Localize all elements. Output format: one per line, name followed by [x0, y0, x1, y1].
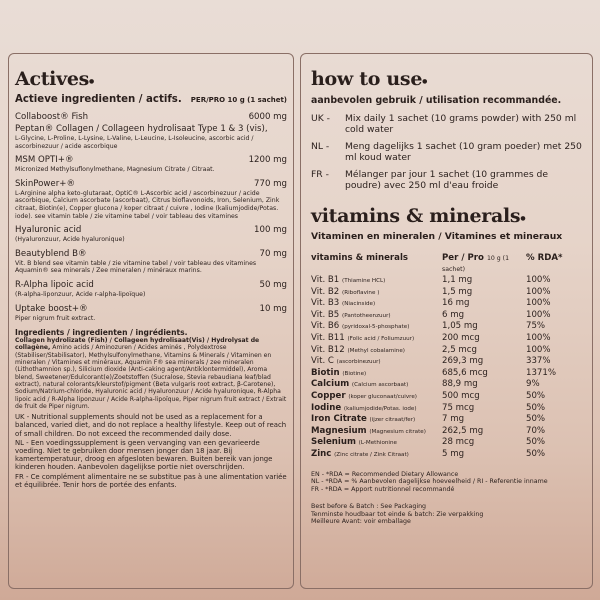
vitamin-name: Vit. B1: [311, 275, 340, 285]
active-item-row: [15, 112, 287, 123]
vitamin-note: (Riboflavine ): [342, 289, 380, 296]
active-item-value: 770 mg: [254, 178, 287, 189]
vitamins-table-body: [311, 275, 586, 461]
active-item-row: [15, 225, 287, 236]
vitamin-note: (kaliumjodide/Potas. iode): [343, 405, 417, 412]
usage-text: Mélanger par jour 1 sachet (10 grammes de poudre) avec 250 ml d'eau froide: [345, 169, 549, 191]
active-item-desc: L-Glycine, L-Proline, L-Lysine, L-Valine, L-Leucine, L-Isoleucine, ascorbic acid / ascorbinezuur / acide ascorbique: [15, 135, 254, 150]
vitamin-amount: 269,3 mg: [442, 356, 484, 367]
vitamin-name-cell: [311, 437, 442, 449]
vitamin-amount: 7 mg: [442, 414, 465, 425]
vitamin-name-cell: [311, 414, 442, 426]
vitamin-name: Vit. B12: [311, 344, 345, 355]
usage-instruction: [311, 113, 586, 135]
vitamin-name-cell: [311, 275, 442, 287]
active-item-value: 6000 mg: [248, 112, 287, 122]
vitamin-name-cell: [311, 356, 442, 368]
vitamin-name: Copper: [311, 390, 346, 401]
active-item-row: [15, 155, 287, 166]
vitamin-name: Calcium: [311, 379, 350, 390]
usage-instruction: [311, 141, 586, 163]
actives-section: [15, 68, 287, 489]
vitamin-name: Magnesium: [311, 425, 367, 436]
vitamin-rda: 50%: [526, 402, 546, 413]
vitamin-name: Vit. B6: [311, 321, 340, 332]
rda-note-nl: NL - *RDA = % Aanbevolen dagelijkse hoeveelheid / RI - Referentie inname: [311, 478, 548, 486]
rda-notes: [311, 471, 586, 494]
vitamin-row: [311, 391, 586, 403]
active-item-name: SkinPower+®: [15, 178, 76, 189]
vitamin-name: Vit. B2: [311, 286, 340, 297]
vitamin-note: (Pantotheenzuur): [342, 312, 391, 319]
vitamin-name-cell: [311, 321, 442, 333]
active-item-desc: Vit. B blend see vitamin table / zie vitamine tabel / voir tableau des vitamines Aquamin® sea minerals / Zee mineralen / minéraux marins.: [15, 259, 257, 275]
active-item: [15, 304, 287, 323]
vitamin-row: [311, 345, 586, 357]
vitamin-name: Vit. C: [311, 356, 334, 367]
ingredients-text: Collagen hydrolizate (Fish) / Collageen hydrolisaat(Vis) / Hydrolysat de collagène, Amino acids / Aminozuren / Acides aminés , Polydextrose (Stabiliser/Stabilisator), Methylsulfonylmethane, Vitamins & Minerals / Vitaminen en mineralen / Vitamines et minéraux, Aquamin F® sea minerals / zee mineralen (Lithothamnion sp.), Silicium dioxide (Anti-caking agent/Antiklontermiddel), Aroma blend, Sweetener/Edulcorant(e)/Zoetstoffen (Sucralose, Stevia rebaudiana leaf/blad extract), natural colorants/kleurstof/pigment (Beta vulgaris root extract, β-Carotene), Sodium/Natrium-chloride, Hyaluronic acid / Hyaluronzuur / Acide hyaluronique, R-Alpha lipoic acid / R-Alpha liponzuur / Acide R-alpha-lipoïque, Piper nigrum fruit extract / Extrait de fruit de Piper nigrum.: [15, 337, 287, 410]
vitamin-amount: 88,9 mg: [442, 379, 478, 390]
vitamin-rda: 70%: [526, 425, 546, 436]
vitamin-amount: 1,1 mg: [442, 275, 473, 285]
batch-info: [311, 503, 586, 526]
active-item-value: 10 mg: [259, 303, 287, 314]
vitamin-row: [311, 287, 586, 299]
vitamin-rda: 100%: [526, 286, 551, 297]
vitamin-name-cell: [311, 298, 442, 310]
usage-lang: FR -: [311, 169, 329, 180]
warning-nl: NL - Een voedingssupplement is geen vervanging van een gevarieerde voeding. Niet te gebruiken door mensen jonger dan 18 jaar. Bij kamertemperatuur, droog en afgesloten bewaren. Buiten bereik van jonge kinderen houden. Aanbevolen dagelijkse portie niet overschrijden.: [15, 438, 273, 472]
vitamin-row: [311, 356, 586, 368]
active-item: [15, 225, 287, 244]
vitamin-name: Biotin: [311, 367, 340, 378]
active-item: [15, 155, 287, 174]
active-item-row: [15, 124, 287, 135]
vitamin-rda: 100%: [526, 332, 551, 343]
active-item-row: [15, 304, 287, 315]
vitamin-name-cell: [311, 391, 442, 403]
active-item-value: 100 mg: [254, 225, 287, 236]
vitamin-row: [311, 403, 586, 415]
vitamin-note: (Calcium ascorbaat): [351, 382, 409, 389]
vitamin-name-cell: [311, 333, 442, 345]
vitamin-row: [311, 414, 586, 426]
vitamin-name-cell: [311, 449, 442, 461]
active-item-value: 70 mg: [259, 248, 287, 259]
usage-lang: UK -: [311, 113, 330, 124]
how-to-use-list: [311, 113, 586, 191]
active-item: [15, 179, 287, 220]
batch-nl: Tenminste houdbaar tot einde & batch: Zie verpakking: [311, 510, 484, 518]
active-item-row: [15, 249, 287, 260]
vitamin-amount: 1,05 mg: [442, 321, 478, 332]
vitamin-name: Iodine: [311, 402, 342, 413]
vitamins-subtitle: Vitaminen en mineralen / Vitamines et mineraux: [311, 231, 563, 242]
vitamin-note: (ascorbinezuur): [336, 359, 381, 366]
vitamin-amount: 6 mg: [442, 309, 465, 320]
active-item-row: [15, 280, 287, 291]
vitamin-name-cell: [311, 310, 442, 322]
actives-subtitle-row: [15, 93, 287, 107]
vitamin-name-cell: [311, 379, 442, 391]
active-item-desc: Piper nigrum fruit extract.: [15, 314, 96, 322]
active-item-value: 1200 mg: [248, 155, 287, 166]
active-item-name: Beautyblend B®: [15, 248, 87, 259]
vitamin-rda: 100%: [526, 344, 551, 355]
usage-text: Meng dagelijks 1 sachet (10 gram poeder) met 250 ml koud water: [345, 141, 582, 163]
vitamin-name-cell: [311, 426, 442, 438]
vitamin-rda: 75%: [526, 321, 546, 332]
vitamin-note: (Methyl cobalamine): [347, 347, 405, 354]
usage-text: Mix daily 1 sachet (10 grams powder) with 250 ml cold water: [345, 113, 577, 135]
actives-title: Actives●: [15, 68, 94, 90]
vitamin-name-cell: [311, 345, 442, 357]
vitamin-amount: 75 mcg: [442, 402, 475, 413]
vitamin-row: [311, 437, 586, 449]
vitamin-row: [311, 321, 586, 333]
vitamin-name-cell: [311, 287, 442, 299]
vitamin-rda: 50%: [526, 448, 546, 459]
vitamin-amount: 28 mcg: [442, 437, 475, 448]
vitamin-amount: 262,5 mg: [442, 425, 484, 436]
how-to-use-subtitle: aanbevolen gebruik / utilisation recommandée.: [311, 95, 562, 106]
vitamin-rda: 100%: [526, 298, 551, 309]
vitamin-row: [311, 426, 586, 438]
vitamin-note: (Biotine): [342, 370, 367, 377]
actives-per-label: PER/PRO 10 g (1 sachet): [190, 96, 287, 104]
vitamin-amount: 1,5 mg: [442, 286, 473, 297]
vitamin-rda: 100%: [526, 275, 551, 285]
vitamin-note: (ijzer citraat/fer): [369, 417, 416, 424]
active-item-value: 50 mg: [259, 279, 287, 290]
vitamin-name: Iron Citrate: [311, 414, 367, 425]
vitamin-name-cell: [311, 403, 442, 415]
vitamin-row: [311, 275, 586, 287]
ingredients-heading: Ingredients / ingredienten / ingrédients.: [15, 328, 188, 338]
vitamin-name: Vit. B3: [311, 298, 340, 309]
vitamin-note: (Magnesium citrate): [369, 428, 426, 435]
active-item-row: [15, 179, 287, 190]
vitamins-title: vitamins & minerals●: [311, 205, 526, 227]
vitamin-rda: 50%: [526, 437, 546, 448]
vitamin-note: (pyridoxal-5-phosphate): [342, 324, 410, 331]
active-item-desc: Micronized Methylsuflonylmethane, Magnesium Citrate / Citraat.: [15, 166, 215, 174]
actives-subtitle: Actieve ingredienten / actifs.: [15, 94, 182, 105]
usage-instruction: [311, 169, 586, 191]
vitamin-rda: 337%: [526, 356, 551, 367]
active-item-name: Collaboost® Fish: [15, 112, 89, 122]
active-item-name: Peptan® Collagen / Collageen hydrolisaat Type 1 & 3 (vis),: [15, 124, 268, 134]
vitamin-name: Zinc: [311, 448, 332, 459]
vitamin-amount: 685,6 mcg: [442, 367, 488, 378]
active-item: [15, 112, 287, 123]
vitamin-note: (Thiamine HCL): [342, 278, 386, 284]
header-per: Per / Pro 10 g (1 sachet): [442, 253, 510, 273]
vitamin-amount: 5 mg: [442, 448, 465, 459]
actives-list: [15, 112, 287, 322]
vitamin-name-cell: [311, 368, 442, 380]
vitamin-amount: 16 mg: [442, 298, 470, 309]
vitamin-note: (koper gluconaat/cuivre): [348, 393, 417, 400]
active-item-desc: (Hyaluronzuur, Acide hyaluronique): [15, 236, 125, 244]
active-item-name: R-Alpha lipoic acid: [15, 279, 94, 290]
usage-lang: NL -: [311, 141, 330, 152]
how-to-use-title: how to use●: [311, 68, 428, 90]
vitamin-note: (Niacinside): [342, 301, 376, 308]
vitamin-rda: 50%: [526, 390, 546, 401]
warning-uk: UK - Nutritional supplements should not be used as a replacement for a balanced, varied diet, and do not replace a healthy lifestyle. Keep out of reach of small children. Do not exceed the recommended daily dose.: [15, 413, 287, 438]
vitamin-name: Vit. B5: [311, 309, 340, 320]
active-item-desc: (R-alpha-liponzuur, Acide r-alpha-lipoïque): [15, 290, 146, 298]
vitamin-amount: 2,5 mcg: [442, 344, 477, 355]
active-item: [15, 280, 287, 299]
vitamin-rda: 50%: [526, 414, 546, 425]
vitamin-amount: 500 mcg: [442, 390, 480, 401]
active-item-desc: L-Arginine alpha keto-glutaraat, OptiC® L-Ascorbic acid / ascorbinezuur / acide ascorbique, Calcium ascorbate (ascorbaat), Citrus bioflavonoids, Iron, Selenium, Zink citraat, Biotin(e), Copper glucona / koper citraat / cuivre , Iodine (kaliumjodide/Potas. iode). see vitamin table / zie vitamine tabel / voir tableau des vitamines: [15, 189, 280, 220]
vitamin-row: [311, 298, 586, 310]
active-item: [15, 124, 287, 150]
vitamins-table-header: [311, 253, 586, 275]
vitamin-rda: 9%: [526, 379, 540, 390]
vitamin-note: (Zinc citrate / Zink Citraat): [334, 451, 409, 458]
vitamin-row: [311, 333, 586, 345]
vitamin-row: [311, 310, 586, 322]
vitamin-row: [311, 379, 586, 391]
active-item-name: Hyaluronic acid: [15, 225, 82, 236]
vitamin-name: Vit. B11: [311, 332, 345, 343]
batch-fr: Meilleure Avant: voir emballage: [311, 518, 411, 526]
vitamin-row: [311, 449, 586, 461]
header-rda: % RDA*: [526, 253, 563, 263]
vitamin-amount: 200 mcg: [442, 332, 480, 343]
warning-fr: FR - Ce complément alimentaire ne se substitue pas à une alimentation variée et équilibrée. Tenir hors de portée des enfants.: [15, 472, 287, 489]
active-item-name: Uptake boost+®: [15, 303, 88, 314]
vitamin-name: Selenium: [311, 437, 356, 448]
active-item: [15, 249, 287, 275]
vitamin-rda: 100%: [526, 309, 551, 320]
rda-note-en: EN - *RDA = Recommended Dietary Allowance: [311, 470, 459, 478]
vitamin-rda: 1371%: [526, 367, 557, 378]
vitamin-note: (Folic acid / Foliumzuur): [347, 335, 415, 342]
rda-note-fr: FR - *RDA = Apport nutritionnel recommandé: [311, 485, 455, 493]
vitamin-row: [311, 368, 586, 380]
active-item-name: MSM OPTI+®: [15, 155, 74, 166]
vitamin-note: (L-Methionine: [358, 440, 397, 447]
header-name: vitamins & minerals: [311, 253, 409, 263]
batch-en: Best before & Batch : See Packaging: [311, 503, 427, 511]
right-section: [311, 68, 586, 526]
